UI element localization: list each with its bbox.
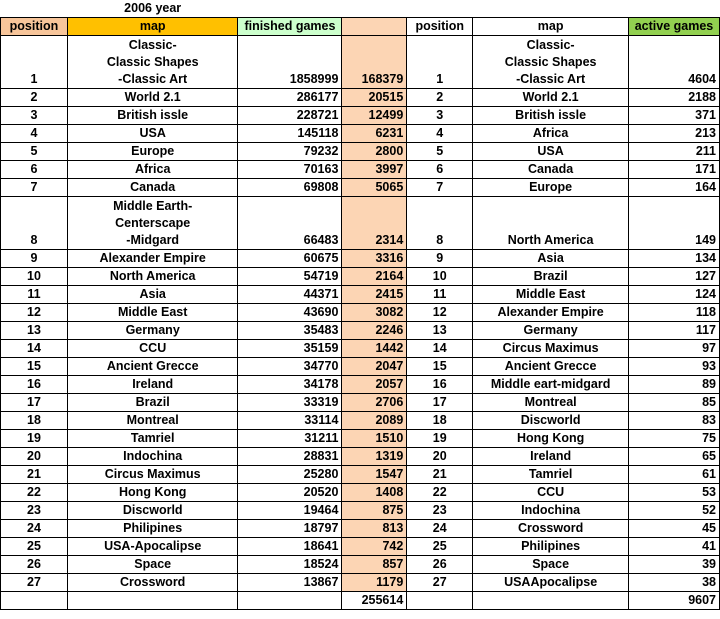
- right-map-cell[interactable]: Middle eart-midgard: [473, 376, 629, 394]
- right-position-cell[interactable]: 14: [407, 340, 473, 358]
- right-position-cell[interactable]: 11: [407, 286, 473, 304]
- year-row: [1, 0, 720, 18]
- left-map-cell[interactable]: Germany: [67, 322, 238, 340]
- header-left-position[interactable]: position: [1, 18, 68, 36]
- left-map-cell[interactable]: Circus Maximus: [67, 466, 238, 484]
- table-row: [1, 89, 720, 107]
- right-map-cell[interactable]: World 2.1: [473, 89, 629, 107]
- active-games-cell[interactable]: 53: [629, 484, 720, 502]
- right-position-cell[interactable]: 3: [407, 107, 473, 125]
- left-position-cell[interactable]: 15: [1, 358, 68, 376]
- right-position-cell[interactable]: 7: [407, 179, 473, 197]
- extra-value-cell[interactable]: 1319: [342, 448, 407, 466]
- active-games-cell[interactable]: 213: [629, 125, 720, 143]
- active-games-cell[interactable]: 45: [629, 520, 720, 538]
- left-position-cell[interactable]: 6: [1, 161, 68, 179]
- map-line: -Classic Art: [516, 72, 586, 86]
- extra-value-cell[interactable]: 1442: [342, 340, 407, 358]
- right-map-cell[interactable]: Canada: [473, 161, 629, 179]
- active-games-cell[interactable]: 118: [629, 304, 720, 322]
- left-map-cell[interactable]: Indochina: [67, 448, 238, 466]
- right-map-cell[interactable]: Brazil: [473, 268, 629, 286]
- map-line: Middle Earth-: [113, 199, 193, 213]
- header-active-games[interactable]: active games: [629, 18, 720, 36]
- finished-games-cell[interactable]: 145118: [238, 125, 342, 143]
- left-map-cell[interactable]: World 2.1: [67, 89, 238, 107]
- extra-value-cell[interactable]: 12499: [342, 107, 407, 125]
- header-left-map[interactable]: map: [67, 18, 238, 36]
- finished-games-cell[interactable]: 34178: [238, 376, 342, 394]
- table-row: [1, 179, 720, 197]
- empty-cell[interactable]: [1, 592, 68, 610]
- extra-value-cell[interactable]: 5065: [342, 179, 407, 197]
- active-games-cell[interactable]: 61: [629, 466, 720, 484]
- finished-games-cell[interactable]: 69808: [238, 179, 342, 197]
- right-map-cell[interactable]: Ireland: [473, 448, 629, 466]
- right-position-cell[interactable]: 2: [407, 89, 473, 107]
- active-games-cell[interactable]: 124: [629, 286, 720, 304]
- extra-value-cell[interactable]: 1179: [342, 574, 407, 592]
- finished-games-cell[interactable]: 228721: [238, 107, 342, 125]
- left-position-cell[interactable]: 1: [1, 36, 68, 89]
- left-position-cell[interactable]: 17: [1, 394, 68, 412]
- extra-value-cell[interactable]: 2246: [342, 322, 407, 340]
- right-position-cell[interactable]: 23: [407, 502, 473, 520]
- right-position-cell[interactable]: 9: [407, 250, 473, 268]
- right-position-cell[interactable]: 26: [407, 556, 473, 574]
- header-right-position[interactable]: position: [407, 18, 473, 36]
- left-position-cell[interactable]: 20: [1, 448, 68, 466]
- empty-cell[interactable]: [407, 592, 473, 610]
- active-games-cell[interactable]: 117: [629, 322, 720, 340]
- table-row: [1, 36, 720, 89]
- active-games-cell[interactable]: 164: [629, 179, 720, 197]
- right-map-cell[interactable]: USA: [473, 143, 629, 161]
- right-position-cell[interactable]: 20: [407, 448, 473, 466]
- right-position-cell[interactable]: 15: [407, 358, 473, 376]
- left-map-cell[interactable]: Brazil: [67, 394, 238, 412]
- left-position-cell[interactable]: 8: [1, 197, 68, 250]
- right-position-cell[interactable]: 5: [407, 143, 473, 161]
- right-map-cell[interactable]: Montreal: [473, 394, 629, 412]
- active-games-cell[interactable]: 75: [629, 430, 720, 448]
- active-games-cell[interactable]: 149: [629, 197, 720, 250]
- extra-value-cell[interactable]: 875: [342, 502, 407, 520]
- table-row: [1, 286, 720, 304]
- finished-games-cell[interactable]: 33114: [238, 412, 342, 430]
- header-finished-games[interactable]: finished games: [238, 18, 342, 36]
- left-map-cell[interactable]: Montreal: [67, 412, 238, 430]
- left-position-cell[interactable]: 24: [1, 520, 68, 538]
- active-games-cell[interactable]: 85: [629, 394, 720, 412]
- right-map-cell[interactable]: Africa: [473, 125, 629, 143]
- right-map-cell[interactable]: Crossword: [473, 520, 629, 538]
- table-row: [1, 268, 720, 286]
- extra-total-cell[interactable]: 255614: [342, 592, 407, 610]
- finished-games-cell[interactable]: 79232: [238, 143, 342, 161]
- table-row: [1, 430, 720, 448]
- table-row: [1, 358, 720, 376]
- map-line: Classic Shapes: [106, 55, 199, 69]
- right-map-cell[interactable]: Europe: [473, 179, 629, 197]
- finished-games-cell[interactable]: 286177: [238, 89, 342, 107]
- map-line: -Midgard: [126, 233, 180, 247]
- left-map-cell[interactable]: Discworld: [67, 502, 238, 520]
- left-position-cell[interactable]: 12: [1, 304, 68, 322]
- right-position-cell[interactable]: 27: [407, 574, 473, 592]
- left-map-cell[interactable]: Alexander Empire: [67, 250, 238, 268]
- finished-games-cell[interactable]: 33319: [238, 394, 342, 412]
- left-map-cell[interactable]: [67, 36, 238, 89]
- right-position-cell[interactable]: 8: [407, 197, 473, 250]
- left-map-cell[interactable]: Crossword: [67, 574, 238, 592]
- right-map-cell[interactable]: Ancient Grecce: [473, 358, 629, 376]
- finished-games-cell[interactable]: 28831: [238, 448, 342, 466]
- right-position-cell[interactable]: 17: [407, 394, 473, 412]
- left-map-cell[interactable]: Africa: [67, 161, 238, 179]
- left-map-cell[interactable]: North America: [67, 268, 238, 286]
- finished-games-cell[interactable]: 25280: [238, 466, 342, 484]
- left-map-cell[interactable]: Middle East: [67, 304, 238, 322]
- finished-games-cell[interactable]: 70163: [238, 161, 342, 179]
- right-position-cell[interactable]: 13: [407, 322, 473, 340]
- finished-games-cell[interactable]: 60675: [238, 250, 342, 268]
- active-games-cell[interactable]: 38: [629, 574, 720, 592]
- left-map-cell[interactable]: [67, 197, 238, 250]
- left-map-cell[interactable]: Space: [67, 556, 238, 574]
- finished-games-cell[interactable]: 18797: [238, 520, 342, 538]
- left-map-cell[interactable]: Ancient Grecce: [67, 358, 238, 376]
- active-games-cell[interactable]: 371: [629, 107, 720, 125]
- right-position-cell[interactable]: 21: [407, 466, 473, 484]
- extra-value-cell[interactable]: 2089: [342, 412, 407, 430]
- finished-games-cell[interactable]: 54719: [238, 268, 342, 286]
- left-map-cell[interactable]: Europe: [67, 143, 238, 161]
- left-position-cell[interactable]: 11: [1, 286, 68, 304]
- table-row: [1, 250, 720, 268]
- map-line: Classic-: [526, 38, 575, 52]
- left-position-cell[interactable]: 19: [1, 430, 68, 448]
- table-row: [1, 484, 720, 502]
- header-row: [1, 18, 720, 36]
- right-map-cell[interactable]: Tamriel: [473, 466, 629, 484]
- active-games-cell[interactable]: 41: [629, 538, 720, 556]
- extra-value-cell[interactable]: 1408: [342, 484, 407, 502]
- left-map-cell[interactable]: British issle: [67, 107, 238, 125]
- year-label[interactable]: 2006 year: [67, 0, 238, 18]
- finished-games-cell[interactable]: 31211: [238, 430, 342, 448]
- right-position-cell[interactable]: 19: [407, 430, 473, 448]
- finished-games-cell[interactable]: 18641: [238, 538, 342, 556]
- extra-value-cell[interactable]: 2057: [342, 376, 407, 394]
- left-position-cell[interactable]: 14: [1, 340, 68, 358]
- right-map-cell[interactable]: USAApocalipse: [473, 574, 629, 592]
- right-position-cell[interactable]: 10: [407, 268, 473, 286]
- left-position-cell[interactable]: 9: [1, 250, 68, 268]
- left-map-cell[interactable]: Hong Kong: [67, 484, 238, 502]
- finished-games-cell[interactable]: 13867: [238, 574, 342, 592]
- table-row: [1, 394, 720, 412]
- finished-games-cell[interactable]: 44371: [238, 286, 342, 304]
- table-row: [1, 520, 720, 538]
- empty-cell[interactable]: [67, 592, 238, 610]
- active-games-cell[interactable]: 89: [629, 376, 720, 394]
- extra-value-cell[interactable]: 20515: [342, 89, 407, 107]
- extra-value-cell[interactable]: 2800: [342, 143, 407, 161]
- table-row: [1, 161, 720, 179]
- left-map-cell[interactable]: USA-Apocalipse: [67, 538, 238, 556]
- extra-value-cell[interactable]: 3997: [342, 161, 407, 179]
- right-position-cell[interactable]: 16: [407, 376, 473, 394]
- extra-value-cell[interactable]: 2164: [342, 268, 407, 286]
- active-total-cell[interactable]: 9607: [629, 592, 720, 610]
- table-row: [1, 466, 720, 484]
- active-games-cell[interactable]: 97: [629, 340, 720, 358]
- left-position-cell[interactable]: 27: [1, 574, 68, 592]
- finished-games-cell[interactable]: 1858999: [238, 36, 342, 89]
- table-row: [1, 107, 720, 125]
- right-map-cell[interactable]: British issle: [473, 107, 629, 125]
- map-line: -Classic Art: [118, 72, 188, 86]
- right-map-cell[interactable]: Indochina: [473, 502, 629, 520]
- active-games-cell[interactable]: 83: [629, 412, 720, 430]
- right-map-cell[interactable]: [473, 36, 629, 89]
- left-position-cell[interactable]: 16: [1, 376, 68, 394]
- finished-games-cell[interactable]: 43690: [238, 304, 342, 322]
- left-map-cell[interactable]: USA: [67, 125, 238, 143]
- right-position-cell[interactable]: 6: [407, 161, 473, 179]
- extra-value-cell[interactable]: 2047: [342, 358, 407, 376]
- left-position-cell[interactable]: 18: [1, 412, 68, 430]
- left-position-cell[interactable]: 2: [1, 89, 68, 107]
- right-map-cell[interactable]: Alexander Empire: [473, 304, 629, 322]
- extra-value-cell[interactable]: 2706: [342, 394, 407, 412]
- table-row: [1, 197, 720, 250]
- right-map-cell[interactable]: Circus Maximus: [473, 340, 629, 358]
- left-position-cell[interactable]: 10: [1, 268, 68, 286]
- active-games-cell[interactable]: 127: [629, 268, 720, 286]
- finished-games-cell[interactable]: 35483: [238, 322, 342, 340]
- active-games-cell[interactable]: 52: [629, 502, 720, 520]
- extra-value-cell[interactable]: 3082: [342, 304, 407, 322]
- header-right-map[interactable]: map: [473, 18, 629, 36]
- finished-games-cell[interactable]: 20520: [238, 484, 342, 502]
- left-position-cell[interactable]: 3: [1, 107, 68, 125]
- right-position-cell[interactable]: 22: [407, 484, 473, 502]
- active-games-cell[interactable]: 39: [629, 556, 720, 574]
- right-position-cell[interactable]: 12: [407, 304, 473, 322]
- table-row: [1, 322, 720, 340]
- right-map-cell[interactable]: Space: [473, 556, 629, 574]
- extra-value-cell[interactable]: 813: [342, 520, 407, 538]
- active-games-cell[interactable]: 65: [629, 448, 720, 466]
- map-line: Centerscape: [115, 216, 191, 230]
- finished-games-cell[interactable]: 35159: [238, 340, 342, 358]
- right-position-cell[interactable]: 1: [407, 36, 473, 89]
- extra-value-cell[interactable]: 742: [342, 538, 407, 556]
- left-position-cell[interactable]: 5: [1, 143, 68, 161]
- extra-value-cell[interactable]: 2314: [342, 197, 407, 250]
- left-map-cell[interactable]: Philipines: [67, 520, 238, 538]
- header-extra-empty[interactable]: [342, 18, 407, 36]
- left-position-cell[interactable]: 23: [1, 502, 68, 520]
- right-position-cell[interactable]: 4: [407, 125, 473, 143]
- table-row: [1, 538, 720, 556]
- active-games-cell[interactable]: 211: [629, 143, 720, 161]
- left-map-cell[interactable]: CCU: [67, 340, 238, 358]
- table-row: [1, 574, 720, 592]
- right-position-cell[interactable]: 24: [407, 520, 473, 538]
- finished-games-cell[interactable]: 66483: [238, 197, 342, 250]
- right-map-cell[interactable]: Asia: [473, 250, 629, 268]
- table-row: [1, 556, 720, 574]
- table-row: [1, 448, 720, 466]
- extra-value-cell[interactable]: 1510: [342, 430, 407, 448]
- left-map-cell[interactable]: Asia: [67, 286, 238, 304]
- extra-value-cell[interactable]: 6231: [342, 125, 407, 143]
- left-position-cell[interactable]: 4: [1, 125, 68, 143]
- extra-value-cell[interactable]: 168379: [342, 36, 407, 89]
- active-games-cell[interactable]: 134: [629, 250, 720, 268]
- table-row: [1, 304, 720, 322]
- right-map-cell[interactable]: Middle East: [473, 286, 629, 304]
- extra-value-cell[interactable]: 2415: [342, 286, 407, 304]
- empty-cell[interactable]: [238, 592, 342, 610]
- active-games-cell[interactable]: 2188: [629, 89, 720, 107]
- active-games-cell[interactable]: 4604: [629, 36, 720, 89]
- empty-cell[interactable]: [473, 592, 629, 610]
- left-map-cell[interactable]: Canada: [67, 179, 238, 197]
- left-position-cell[interactable]: 26: [1, 556, 68, 574]
- right-map-cell[interactable]: North America: [473, 197, 629, 250]
- map-line: Classic-: [128, 38, 177, 52]
- left-position-cell[interactable]: 7: [1, 179, 68, 197]
- table-row: [1, 143, 720, 161]
- right-position-cell[interactable]: 25: [407, 538, 473, 556]
- extra-value-cell[interactable]: 3316: [342, 250, 407, 268]
- right-map-cell[interactable]: Germany: [473, 322, 629, 340]
- right-map-cell[interactable]: Philipines: [473, 538, 629, 556]
- table-row: [1, 502, 720, 520]
- table-row: [1, 376, 720, 394]
- finished-games-cell[interactable]: 34770: [238, 358, 342, 376]
- left-map-cell[interactable]: Ireland: [67, 376, 238, 394]
- table-row: [1, 125, 720, 143]
- table-row: [1, 340, 720, 358]
- extra-value-cell[interactable]: 857: [342, 556, 407, 574]
- right-position-cell[interactable]: 18: [407, 412, 473, 430]
- left-position-cell[interactable]: 13: [1, 322, 68, 340]
- map-line: Classic Shapes: [504, 55, 597, 69]
- finished-games-cell[interactable]: 18524: [238, 556, 342, 574]
- table-row: [1, 412, 720, 430]
- left-map-cell[interactable]: Tamriel: [67, 430, 238, 448]
- totals-row: [1, 592, 720, 610]
- right-map-cell[interactable]: Discworld: [473, 412, 629, 430]
- left-position-cell[interactable]: 25: [1, 538, 68, 556]
- finished-games-cell[interactable]: 19464: [238, 502, 342, 520]
- left-position-cell[interactable]: 22: [1, 484, 68, 502]
- active-games-cell[interactable]: 171: [629, 161, 720, 179]
- right-map-cell[interactable]: CCU: [473, 484, 629, 502]
- left-position-cell[interactable]: 21: [1, 466, 68, 484]
- extra-value-cell[interactable]: 1547: [342, 466, 407, 484]
- active-games-cell[interactable]: 93: [629, 358, 720, 376]
- right-map-cell[interactable]: Hong Kong: [473, 430, 629, 448]
